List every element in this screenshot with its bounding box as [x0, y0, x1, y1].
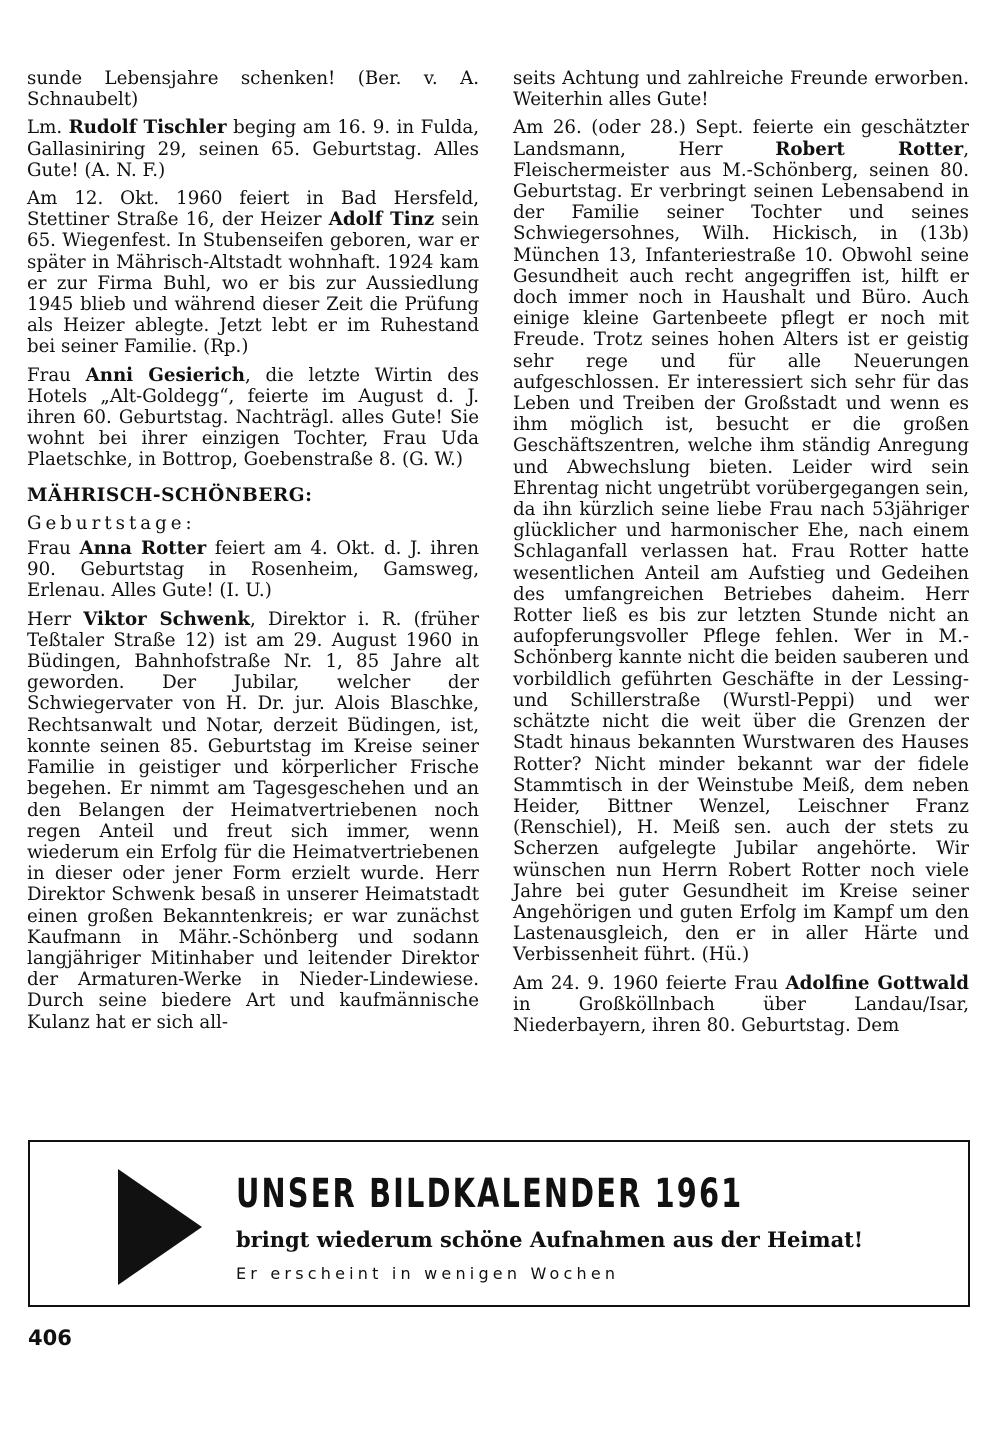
ad-subtitle: bringt wiederum schöne Aufnahmen aus der Heimat! — [236, 1227, 864, 1252]
paragraph-tinz: Am 12. Okt. 1960 feiert in Bad Hersfeld, Stettiner Straße 16, der Heizer Adolf Tinz sein 65. Wiegenfest. In Stubenseifen geboren, war er später in Mährisch-Altstadt wohnhaft. 1924 kam er zur Firma Buhl, wo er bis zur Aussiedlung 1945 blieb und während dieser Zeit die Prüfung als Heizer ablegte. Jetzt lebt er im Ruhestand bei seiner Familie. (Rp.) — [27, 188, 479, 358]
paragraph-continued: seits Achtung und zahlreiche Freunde erworben. Weiterhin alles Gute! — [513, 68, 969, 111]
person-name: Anni Gesierich — [85, 364, 245, 386]
play-arrow-icon — [118, 1169, 202, 1285]
paragraph-gottwald: Am 24. 9. 1960 feierte Frau Adolfine Gottwald in Großköllnbach über Landau/Isar, Niederbayern, ihren 80. Geburtstag. Dem — [513, 972, 969, 1036]
paragraph-schwenk: Herr Viktor Schwenk, Direktor i. R. (früher Teßtaler Straße 12) ist am 29. August 1960 in Büdingen, Bahnhofstraße Nr. 1, 85 Jahre alt geworden. Der Jubilar, welcher der Schwiegervater von H. Dr. jur. Alois Blaschke, Rechtsanwalt und Notar, derzeit Büdingen, ist, konnte seinen 85. Geburtstag im Kreise seiner Familie in geistiger und körperlicher Frische begehen. Er nimmt am Tagesgeschehen und an den Belangen der Heimatvertriebenen noch regen Anteil und freut sich immer, wenn wiederum ein Erfolg für die Heimatvertriebenen in dieser oder jener Form erzielt wurde. Herr Direktor Schwenk besaß in unserer Heimatstadt einen großen Bekanntenkreis; er war zunächst Kaufmann in Mähr.-Schönberg und sodann langjähriger Mitinhaber und leitender Direktor der Armaturen-Werke in Nieder-Lindewiese. Durch seine biedere Art und kaufmännische Kulanz hat er sich all- — [27, 608, 480, 1033]
subheading: Geburtstage: — [27, 512, 196, 534]
person-name: Adolfine Gottwald — [785, 972, 969, 994]
person-name: Anna Rotter — [79, 538, 207, 560]
right-column — [513, 68, 969, 1043]
ad-note: Er erscheint in wenigen Wochen — [236, 1264, 620, 1283]
left-column — [27, 68, 479, 1040]
page-number: 406 — [28, 1326, 72, 1350]
paragraph-gesierich: Frau Anni Gesierich, die letzte Wirtin des Hotels „Alt-Goldegg“, feierte im August d. J. ihren 60. Geburtstag. Nachträgl. alles Gute! Sie wohnt bei ihrer einzigen Tochter, Frau Uda Plaetschke, in Bottrop, Goebenstraße 8. (G. W.) — [27, 364, 479, 471]
ad-title: UNSER BILDKALENDER 1961 — [236, 1171, 744, 1217]
paragraph-continued: sunde Lebensjahre schenken! (Ber. v. A. Schnaubelt) — [27, 68, 479, 111]
paragraph-tischler: Lm. Rudolf Tischler beging am 16. 9. in Fulda, Gallasiniring 29, seinen 65. Geburtstag. Alles Gute! (A. N. F.) — [27, 117, 479, 181]
paragraph-anna-rotter: Frau Anna Rotter feiert am 4. Okt. d. J. ihren 90. Geburtstag in Rosenheim, Gamsweg, Erlenau. Alles Gute! (I. U.) — [27, 538, 479, 602]
calendar-advertisement — [28, 1140, 970, 1307]
person-name: Adolf Tinz — [328, 209, 435, 231]
person-name: Robert Rotter — [775, 138, 964, 160]
section-heading: MÄHRISCH-SCHÖNBERG: — [27, 484, 313, 506]
person-name: Viktor Schwenk — [83, 608, 250, 630]
paragraph-robert-rotter: Am 26. (oder 28.) Sept. feierte ein geschätzter Landsmann, Herr Robert Rotter, Fleischermeister aus M.-Schönberg, seinen 80. Geburtstag. Er verbringt seinen Lebensabend in der Familie seiner Tochter und seines Schwiegersohnes, Wilh. Hickisch, in (13b) München 13, Infanteriestraße 10. Obwohl seine Gesundheit auch recht angegriffen ist, hilft er doch immer noch in Haushalt und Büro. Auch einige kleine Gartenbeete pflegt er noch mit Freude. Trotz seines hohen Alters ist er geistig sehr rege und für alle Neuerungen aufgeschlossen. Er interessiert sich sehr für das Leben und Treiben der Großstadt und wenn es ihm möglich ist, besucht er die großen Geschäftszentren, welche ihm ständig Anregung und Abwechslung bieten. Leider wird sein Ehrentag nicht ungetrübt vorübergegangen sein, da ihn kürzlich seine liebe Frau nach 53jähriger glücklicher und harmonischer Ehe, nach einem Schlaganfall verlassen hat. Frau Rotter hatte wesentlichen Anteil am Aufstieg und Gedeihen des umfangreichen Betriebes daheim. Herr Rotter ließ es bis zur letzten Stunde nicht an aufopferungsvoller Pflege fehlen. Wer in M.-Schönberg kannte nicht die beiden sauberen und vorbildlich geführten Geschäfte in der Lessing- und Schillerstraße (Wurstl-Peppi) und wer schätzte nicht die weit über die Grenzen der Stadt hinaus bekannten Wurstwaren des Hauses Rotter? Nicht minder bekannt war der fidele Stammtisch in der Weinstube Meiß, dem neben Heider, Bittner Wenzel, Leischner Franz (Renschiel), H. Meiß sen. auch der stets zu Scherzen aufgelegte Jubilar angehörte. Wir wünschen nun Herrn Robert Rotter noch viele Jahre bei guter Gesundheit im Kreise seiner Angehörigen und guten Erfolg im Kampf um den Lastenausgleich, den er in aller Härte und Verbissenheit führt. (Hü.) — [513, 117, 969, 966]
person-name: Rudolf Tischler — [68, 117, 227, 139]
